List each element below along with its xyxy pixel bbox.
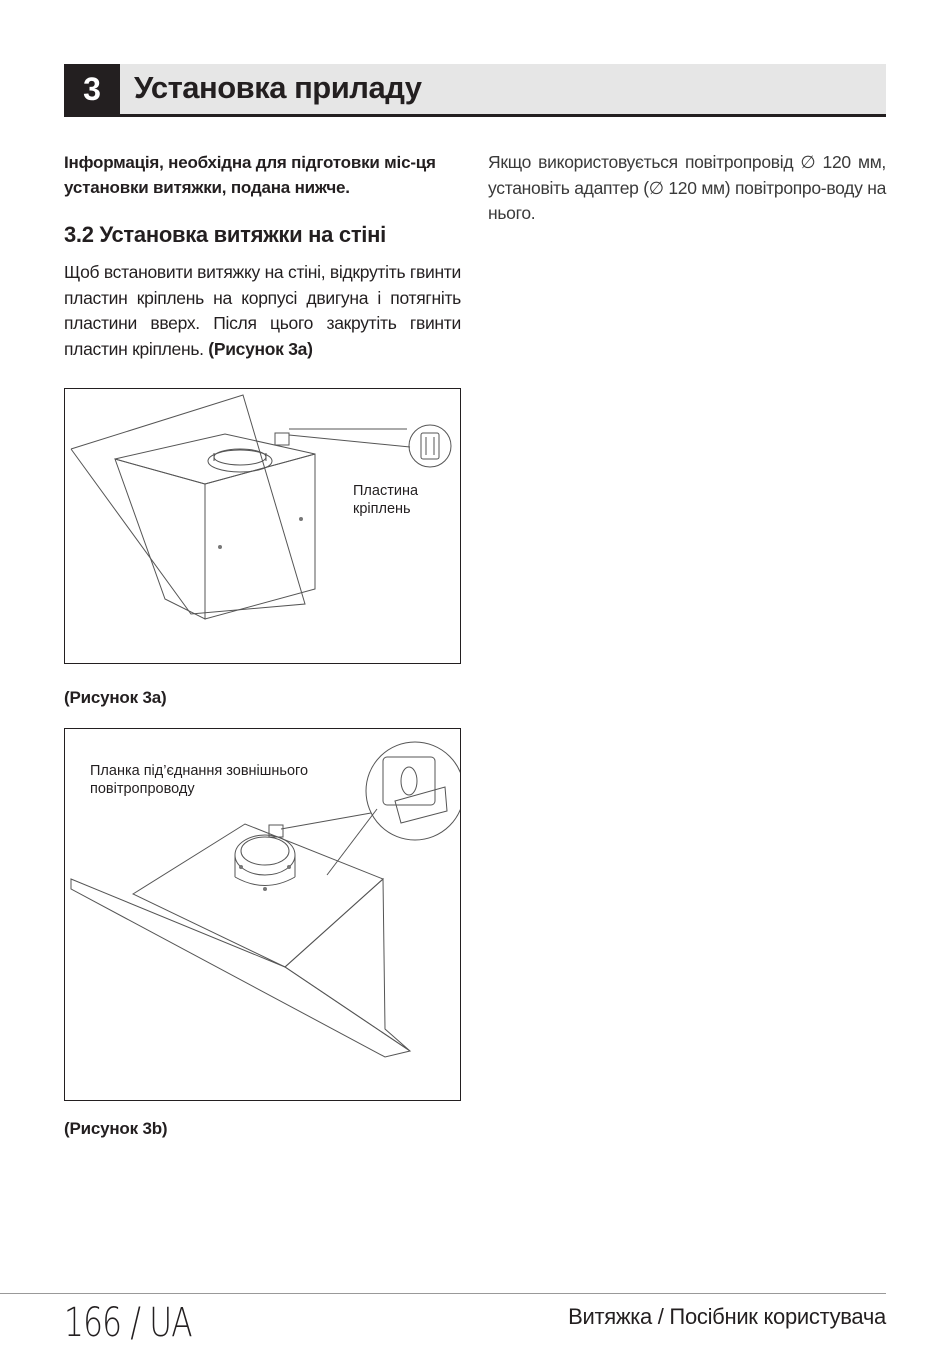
adapter-instruction: Якщо використовується повітропровід ∅ 120 мм, установіть адаптер (∅ 120 мм) повітропро-воду на нього. [488, 152, 886, 223]
footer-divider [0, 1293, 886, 1294]
figure-3a [64, 388, 461, 664]
hood-motor-illustration [65, 389, 460, 663]
figure-3b-caption: (Рисунок 3b) [64, 1119, 168, 1138]
section-body-text: Щоб встановити витяжку на стіні, відкрутіть гвинти пластин кріплень на корпусі двигуна і потягніть пластини вверх. Після цього закрутіть гвинти пластин кріплень. [64, 262, 461, 359]
section-body [64, 260, 461, 362]
mounting-plate-label: Пластина кріплень [353, 483, 419, 517]
left-column [64, 150, 461, 200]
page-number: 166 / UA [64, 1300, 192, 1346]
right-column [488, 150, 886, 227]
chapter-title: Установка приладу [134, 70, 422, 105]
figure-3b [64, 728, 461, 1101]
document-title: Витяжка / Посібник користувача [568, 1304, 886, 1329]
figure-3a-caption: (Рисунок 3a) [64, 688, 167, 707]
intro-text: Інформація, необхідна для підготовки міс-ця установки витяжки, подана нижче. [64, 153, 436, 197]
chapter-number: 3 [64, 64, 120, 114]
figure-reference: (Рисунок 3a) [208, 338, 313, 359]
section-heading: 3.2 Установка витяжки на стіні [64, 222, 386, 247]
chapter-header [64, 64, 886, 117]
duct-connection-bar-label: Планка під’єднання зовнішнього повітропроводу [90, 763, 309, 797]
